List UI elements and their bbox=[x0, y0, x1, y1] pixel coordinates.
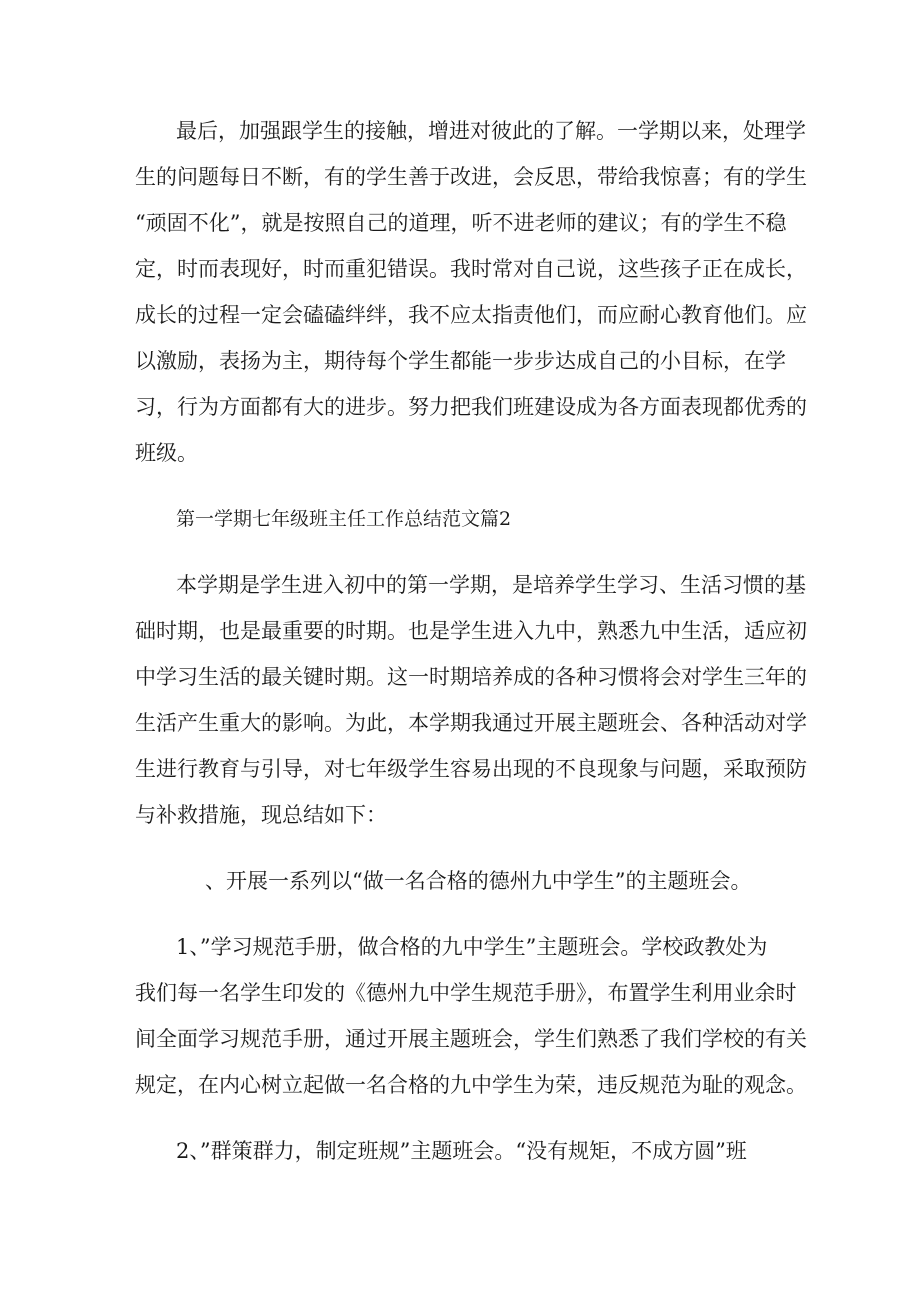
paragraph1-line: “顽固不化”，就是按照自己的道理，听不进老师的建议；有的学生不稳 bbox=[135, 211, 787, 235]
paragraph2-line: 本学期是学生进入初中的第一学期，是培养学生学习、生活习惯的基 bbox=[176, 573, 806, 597]
paragraph1-line: 习，行为方面都有大的进步。努力把我们班建设成为各方面表现都优秀的 bbox=[135, 395, 807, 419]
paragraph1-line: 生的问题每日不断，有的学生善于改进，会反思，带给我惊喜；有的学生 bbox=[135, 165, 807, 189]
article-heading: 第一学期七年级班主任工作总结范文篇2 bbox=[176, 508, 512, 530]
paragraph2-line: 中学习生活的最关键时期。这一时期培养成的各种习惯将会对学生三年的 bbox=[135, 665, 807, 689]
section-title: 、开展一系列以“做一名合格的德州九中学生”的主题班会。 bbox=[205, 869, 752, 893]
paragraph1-line: 班级。 bbox=[135, 441, 198, 465]
item1-line: 间全面学习规范手册，通过开展主题班会，学生们熟悉了我们学校的有关 bbox=[135, 1027, 807, 1051]
item1-line: 1、”学习规范手册，做合格的九中学生”主题班会。学校政教处为 bbox=[176, 935, 768, 959]
paragraph2-line: 生活产生重大的影响。为此，本学期我通过开展主题班会、各种活动对学 bbox=[135, 711, 807, 735]
paragraph1-line: 以激励，表扬为主，期待每个学生都能一步步达成自己的小目标，在学 bbox=[135, 349, 786, 373]
paragraph2-line: 生进行教育与引导，对七年级学生容易出现的不良现象与问题，采取预防 bbox=[135, 757, 807, 781]
item2-line: 2、”群策群力，制定班规”主题班会。“没有规矩，不成方圆”班 bbox=[176, 1139, 747, 1163]
paragraph2-line: 础时期，也是最重要的时期。也是学生进入九中，熟悉九中生活，适应初 bbox=[135, 619, 807, 643]
item1-line: 我们每一名学生印发的《德州九中学生规范手册》，布置学生利用业余时 bbox=[135, 981, 797, 1005]
paragraph2-line: 与补救措施，现总结如下： bbox=[135, 803, 387, 827]
paragraph1-line: 定，时而表现好，时而重犯错误。我时常对自己说，这些孩子正在成长， bbox=[135, 257, 807, 281]
paragraph1-line: 最后，加强跟学生的接触，增进对彼此的了解。一学期以来，处理学 bbox=[176, 119, 806, 143]
item1-line: 规定，在内心树立起做一名合格的九中学生为荣，违反规范为耻的观念。 bbox=[135, 1073, 807, 1097]
paragraph1-line: 成长的过程一定会磕磕绊绊，我不应太指责他们，而应耐心教育他们。应 bbox=[135, 303, 807, 327]
